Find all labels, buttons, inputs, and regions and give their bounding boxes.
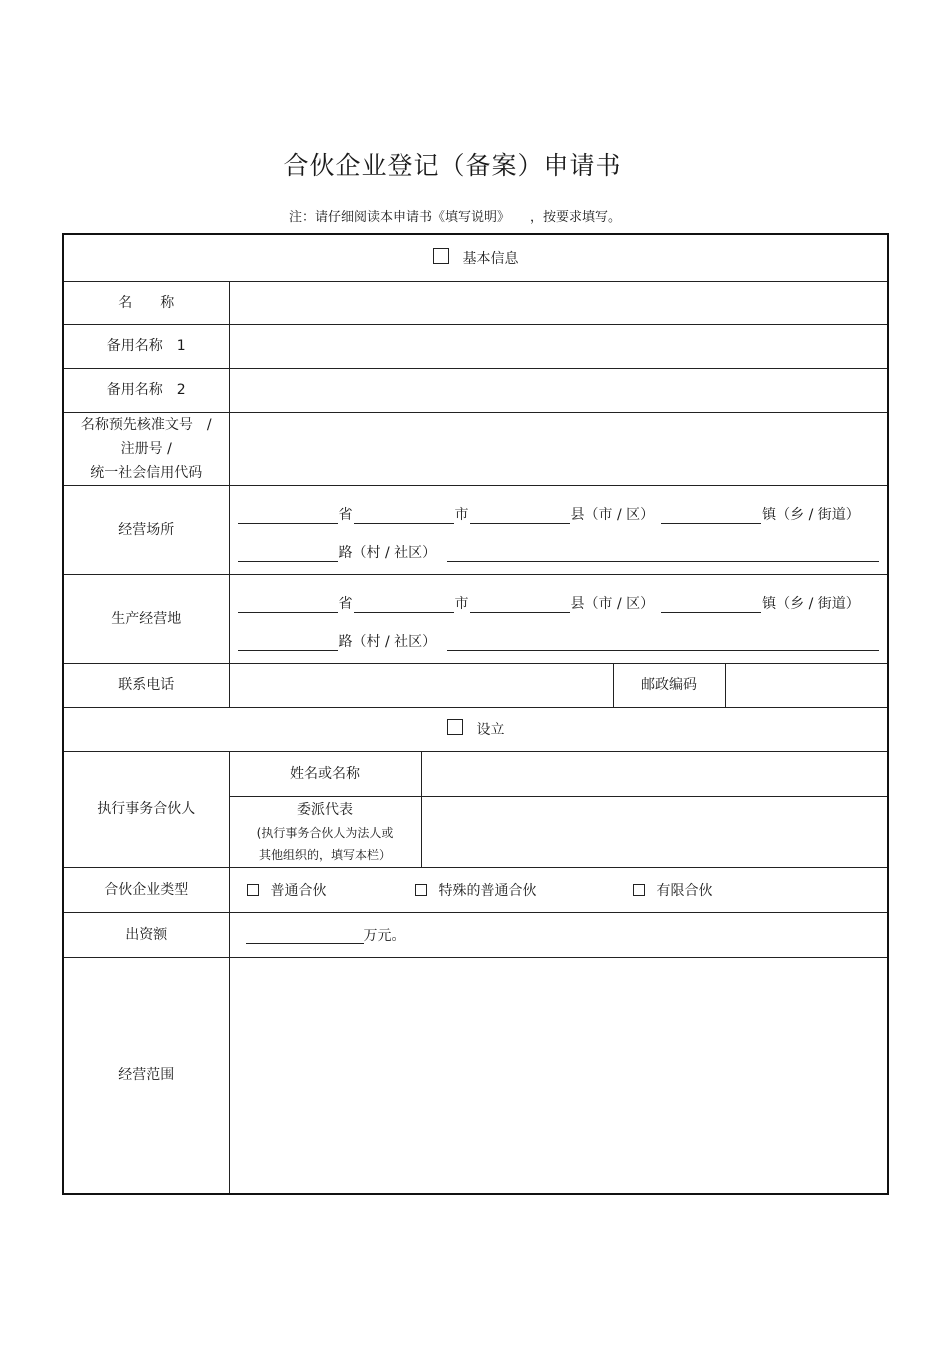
section-basic-info-title: 基本信息 xyxy=(462,250,519,267)
capital-blank[interactable] xyxy=(246,925,364,944)
production-place-field xyxy=(229,574,888,663)
delegate-note-line-2: 其他组织的，填写本栏） xyxy=(258,847,391,862)
county-text: 县（市 / 区） xyxy=(570,506,655,523)
city-blank[interactable] xyxy=(354,594,454,613)
note-text-after: ，按要求填写。 xyxy=(530,210,622,225)
county-blank[interactable] xyxy=(470,594,570,613)
delegate-label-cell xyxy=(229,796,421,867)
type-label: 合伙企业类型 xyxy=(63,867,229,912)
town-text: 镇（乡 / 街道） xyxy=(762,506,860,523)
phone-label: 联系电话 xyxy=(63,663,229,707)
type-option-general-label: 普通合伙 xyxy=(270,882,327,899)
name-label: 名 称 xyxy=(63,281,229,324)
delegate-field[interactable] xyxy=(421,796,888,867)
note-text-before: 注：请仔细阅读本申请书《填写说明》 xyxy=(288,210,510,225)
section-establish xyxy=(63,707,888,751)
code-field[interactable] xyxy=(229,412,888,485)
alt-name-2-field[interactable] xyxy=(229,368,888,412)
form-note xyxy=(0,206,910,225)
type-option-special-general[interactable] xyxy=(415,880,633,900)
type-option-limited-label: 有限合伙 xyxy=(656,882,713,899)
business-place-label: 经营场所 xyxy=(63,485,229,574)
code-label-line-1: 名称预先核准文号 / xyxy=(80,416,212,433)
address-detail-blank[interactable] xyxy=(447,632,879,651)
alt-name-1-label: 备用名称 1 xyxy=(63,324,229,368)
delegate-label: 委派代表 xyxy=(297,801,353,818)
capital-field xyxy=(229,912,888,957)
alt-name-2-label: 备用名称 2 xyxy=(63,368,229,412)
province-blank[interactable] xyxy=(238,505,338,524)
postcode-label: 邮政编码 xyxy=(613,663,725,707)
province-blank[interactable] xyxy=(238,594,338,613)
section-checkbox[interactable] xyxy=(433,248,449,264)
town-blank[interactable] xyxy=(661,594,761,613)
type-option-limited[interactable] xyxy=(633,880,713,900)
capital-unit: 万元。 xyxy=(363,927,406,944)
checkbox-icon[interactable] xyxy=(633,884,645,896)
code-label xyxy=(63,412,229,485)
scope-label: 经营范围 xyxy=(63,957,229,1194)
postcode-field[interactable] xyxy=(725,663,888,707)
address-detail-blank[interactable] xyxy=(447,543,879,562)
road-text: 路（村 / 社区） xyxy=(338,544,437,561)
delegate-note-line-1: (执行事务合伙人为法人或 xyxy=(256,825,394,840)
city-text: 市 xyxy=(454,595,469,612)
checkbox-icon[interactable] xyxy=(247,884,259,896)
section-basic-info xyxy=(63,234,888,281)
type-option-general[interactable] xyxy=(247,880,415,900)
checkbox-icon[interactable] xyxy=(415,884,427,896)
city-text: 市 xyxy=(454,506,469,523)
partner-name-field[interactable] xyxy=(421,751,888,796)
registration-form xyxy=(62,233,889,1195)
code-label-line-3: 统一社会信用代码 xyxy=(90,464,203,481)
section-establish-title: 设立 xyxy=(476,722,505,738)
county-text: 县（市 / 区） xyxy=(570,595,655,612)
partner-name-label: 姓名或名称 xyxy=(229,751,421,796)
city-blank[interactable] xyxy=(354,505,454,524)
road-blank[interactable] xyxy=(238,543,338,562)
name-field[interactable] xyxy=(229,281,888,324)
county-blank[interactable] xyxy=(470,505,570,524)
section-checkbox[interactable] xyxy=(447,719,463,735)
province-text: 省 xyxy=(338,595,353,612)
form-title: 合伙企业登记（备案）申请书 xyxy=(283,151,622,180)
capital-label: 出资额 xyxy=(63,912,229,957)
province-text: 省 xyxy=(338,506,353,523)
scope-field[interactable] xyxy=(229,957,888,1194)
code-label-line-2: 注册号 / xyxy=(120,440,172,457)
type-option-special-general-label: 特殊的普通合伙 xyxy=(438,882,537,899)
phone-field[interactable] xyxy=(229,663,613,707)
town-blank[interactable] xyxy=(661,505,761,524)
alt-name-1-field[interactable] xyxy=(229,324,888,368)
road-text: 路（村 / 社区） xyxy=(338,633,437,650)
road-blank[interactable] xyxy=(238,632,338,651)
type-options xyxy=(229,867,888,912)
town-text: 镇（乡 / 街道） xyxy=(762,595,860,612)
production-place-label: 生产经营地 xyxy=(63,574,229,663)
managing-partner-label: 执行事务合伙人 xyxy=(63,751,229,867)
business-place-field xyxy=(229,485,888,574)
